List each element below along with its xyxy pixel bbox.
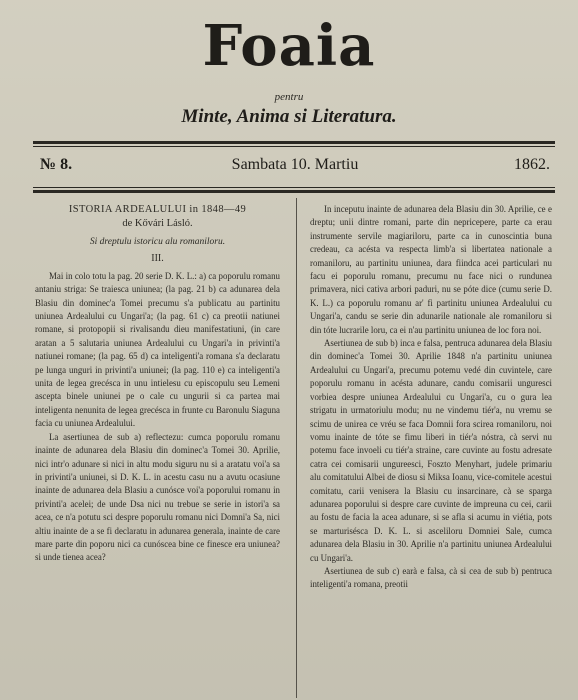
paragraph: Asertiunea de sub b) inca e falsa, pentruca adunarea dela Blasiu din dominec'a Tomei 30. Aprilie 1848 n'a partinitu uniunea Ardealului cu Ungari'a, precumu potemu vedé din cuvintele, care poporulu romanu in acésta adunare, candu comisarii unguresci vorbiea despre uniunea Ardealului cu Ungari'a, cu o gura lea strigatu in urmatoriulu modu; nu ne vindemu tiér'a, nu vremu se scimu de unirea ce vréu se faca Domnii fora scirea romaniloru, noi vomu inainte de tóte se fimu liberi in tiér'a nóstra, cà servi nu potemu face invoeli cu tiér'a straine, care cuvinte au fostu adresate catra cei comisarii ungureesci, Foszto Menyhart, judele primariu alu comitatului Albei de diosu si Miksa Ioanu, vice-comitele acestui comitatu, carii venisera la Blasiu cu insarcinare, cà se sparga adunarea poporului si despre care cuvinte de impreuna cu cei, carii au fostu de facia la acea adunare, si se afla si acumu in viétia, pots se marturisésca D. K. L. si asceliloru Domniei Sale, cumca adunarea dela Blasiu in 30. Aprilie n'a partinitu uniunea Ardealului cu Ungari'a. <box>310 338 552 563</box>
paragraph: La asertiunea de sub a) reflectezu: cumca poporulu romanu inainte de adunarea dela Blasiu din dominec'a Tomei 30. Aprilie, nici intr'o adunare si nici in altu modu siguru nu si a aratatu voi'a sa in privinti'a uniunei, si D. K. L. in acestu casu nu a avutu ocasiune inainte de adunarea dela Blasiu a cunósce voi'a poporului romanu in privinti'a acelei; de unde Dsa nici nu trebue se serie in istori'a sa acea, ce n'a potutu sci despre poporulu romanu nici Domni'a Sa, nici altiu inainte de a se fi declaratu in adunarea generala, inainte de care mare parte din poporu nici ca cunóscea bine ce finesce era uniunea? si unde tienea acea? <box>35 431 280 563</box>
issue-line <box>40 156 550 182</box>
article-section-number: III. <box>151 253 164 265</box>
issue-number: № 8. <box>40 156 73 173</box>
article-title: ISTORIA ARDEALULUI in 1848—49 <box>68 204 247 215</box>
right-column <box>310 203 552 592</box>
paragraph: In inceputu inainte de adunarea dela Blasiu din 30. Aprilie, ce e dreptu; unii dintre romani, parte din nepricepere, parte ca erau instrumente servile magiariloru, parte ca in cunoscintia buna credeau, ca acésta va respecta limb'a si libertatea nationale a romaniloru, au partinitu uniunea, dara fiindca acei particulari nu facu ei poporulu romanu, precumu nu face nici o rundunea primavera, nici cativa arbori paduri, nu se póte dice (cumu serie D. K. L.) ca poporulu romanu ar' fi partinitu uniunea Ardealului cu Ungari'a, candu se serie din adunarile nationale ale romaniloru si din tóte lucrarile loru, ca ei n'au partinitu uniunea de loc fora noi. <box>310 204 552 335</box>
article-author: de Kővári Lásló. <box>122 218 193 229</box>
header-rule-bottom <box>33 190 555 193</box>
issue-year: 1862. <box>514 156 550 173</box>
column-divider <box>296 198 297 698</box>
article-subtitle: Si dreptulu istoricu alu romaniloru. <box>89 237 226 247</box>
header-rule-top-thin <box>33 146 555 147</box>
header-rule-top <box>33 141 555 144</box>
masthead-title: Foaia <box>202 13 376 79</box>
paragraph: Mai in colo totu la pag. 20 serie D. K. L.: a) ca poporulu romanu antaniu striga: Se traiesca uniunea; (la pag. 21 b) ca adunarea dela Blasiu din dominec'a Tomei precumu s'a publicatu au partinitu uniunea Ardealului cu Ungari'a; (la pag. 61 c) ca preotii natiunei romane, si protopopii si rivalisandu dieu manifestatiuni, (in care aratan a 5 salutaria uniunea Ardealului cu Ungari'a in privinti'a natiunei romane; (la pag. 65 d) ca inteligenti'a romana s'a declaratu pe lunga unguri in privinti'a uniunei; (la pag. 110 e) ca inteligenti'a unita de legea grecésca in unu intielesu cu episcopulu seu Lemeni ascepta binele uniunei pe o cale cu ungurii si ca partea mai inteligenta nenunita de legea grecésca in frunte cu Baronulu Siaguna facia cu uniunea Ardealului. <box>35 270 280 429</box>
paragraph: Asertiunea de sub c) earà e falsa, cà si cea de sub b) pentruca inteligenti'a romana, preotii <box>310 565 552 590</box>
left-column <box>35 203 280 565</box>
issue-date: Sambata 10. Martiu <box>231 156 359 173</box>
header-rule-bottom-thin <box>33 187 555 188</box>
masthead-pentru: pentru <box>274 91 304 103</box>
masthead-subtitle: Minte, Anima si Literatura. <box>181 106 397 127</box>
